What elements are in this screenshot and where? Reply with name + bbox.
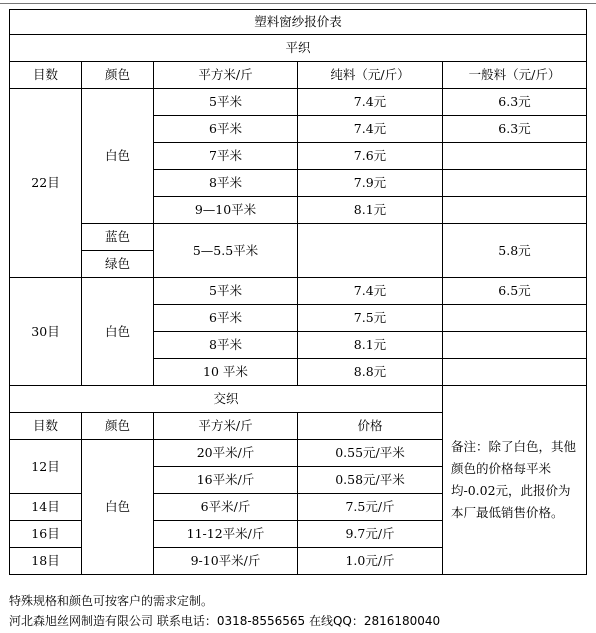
size-cell: 7平米	[154, 143, 298, 170]
pure-price-cell: 7.9元	[298, 170, 443, 197]
size-cell: 6平米	[154, 116, 298, 143]
pure-price-cell: 8.1元	[298, 197, 443, 224]
pure-price-cell: 8.8元	[298, 359, 443, 386]
mesh-14-cell: 14目	[10, 494, 82, 521]
pure-price-cell: 7.4元	[298, 89, 443, 116]
mesh-12-cell: 12目	[10, 440, 82, 494]
size-cell: 10 平米	[154, 359, 298, 386]
mesh-22-cell: 22目	[10, 89, 82, 278]
size-cell: 5—5.5平米	[154, 224, 298, 278]
leno-header-price: 价格	[298, 413, 443, 440]
general-price-cell: 6.3元	[443, 116, 587, 143]
pure-price-cell: 7.5元	[298, 305, 443, 332]
size-cell: 5平米	[154, 89, 298, 116]
company-contact-line: 河北森旭丝网制造有限公司 联系电话：0318-8556565 在线QQ：2816180040	[9, 614, 441, 628]
column-header-color: 颜色	[82, 62, 154, 89]
general-price-cell	[443, 170, 587, 197]
color-blue-cell: 蓝色	[82, 224, 154, 251]
general-price-cell: 5.8元	[443, 224, 587, 278]
general-price-cell	[443, 197, 587, 224]
plain-weave-section-title: 平织	[10, 35, 587, 62]
leno-price-cell: 0.58元/平米	[298, 467, 443, 494]
price-table	[9, 9, 587, 575]
pure-price-cell: 7.6元	[298, 143, 443, 170]
top-rule	[0, 3, 596, 4]
leno-price-cell: 1.0元/斤	[298, 548, 443, 575]
pure-price-cell: 7.4元	[298, 116, 443, 143]
leno-size-cell: 6平米/斤	[154, 494, 298, 521]
mesh-30-cell: 30目	[10, 278, 82, 386]
pure-price-cell: 8.1元	[298, 332, 443, 359]
color-white-22-cell: 白色	[82, 89, 154, 224]
size-cell: 8平米	[154, 170, 298, 197]
leno-size-cell: 9-10平米/斤	[154, 548, 298, 575]
leno-price-cell: 9.7元/斤	[298, 521, 443, 548]
general-price-cell	[443, 332, 587, 359]
mesh-18-cell: 18目	[10, 548, 82, 575]
leno-size-cell: 16平米/斤	[154, 467, 298, 494]
color-white-30-cell: 白色	[82, 278, 154, 386]
general-price-cell	[443, 143, 587, 170]
remark-note: 备注：除了白色，其他颜色的价格每平米均-0.02元，此报价为本厂最低销售价格。	[443, 386, 587, 575]
leno-price-cell: 7.5元/斤	[298, 494, 443, 521]
general-price-cell: 6.5元	[443, 278, 587, 305]
column-header-pure-material: 纯料（元/斤）	[298, 62, 443, 89]
table-title: 塑料窗纱报价表	[10, 10, 587, 35]
pure-price-cell	[298, 224, 443, 278]
size-cell: 8平米	[154, 332, 298, 359]
leno-price-cell: 0.55元/平米	[298, 440, 443, 467]
leno-weave-section-title: 交织	[10, 386, 443, 413]
general-price-cell: 6.3元	[443, 89, 587, 116]
leno-color-white-cell: 白色	[82, 440, 154, 575]
leno-size-cell: 20平米/斤	[154, 440, 298, 467]
column-header-general-material: 一般料（元/斤）	[443, 62, 587, 89]
leno-header-color: 颜色	[82, 413, 154, 440]
pure-price-cell: 7.4元	[298, 278, 443, 305]
general-price-cell	[443, 359, 587, 386]
column-header-area-per-jin: 平方米/斤	[154, 62, 298, 89]
size-cell: 9—10平米	[154, 197, 298, 224]
custom-spec-note: 特殊规格和颜色可按客户的需求定制。	[9, 594, 214, 608]
leno-header-mesh: 目数	[10, 413, 82, 440]
color-green-cell: 绿色	[82, 251, 154, 278]
leno-header-area-per-jin: 平方米/斤	[154, 413, 298, 440]
mesh-16-cell: 16目	[10, 521, 82, 548]
column-header-mesh: 目数	[10, 62, 82, 89]
size-cell: 6平米	[154, 305, 298, 332]
general-price-cell	[443, 305, 587, 332]
price-table-wrapper	[9, 9, 587, 575]
size-cell: 5平米	[154, 278, 298, 305]
leno-size-cell: 11-12平米/斤	[154, 521, 298, 548]
